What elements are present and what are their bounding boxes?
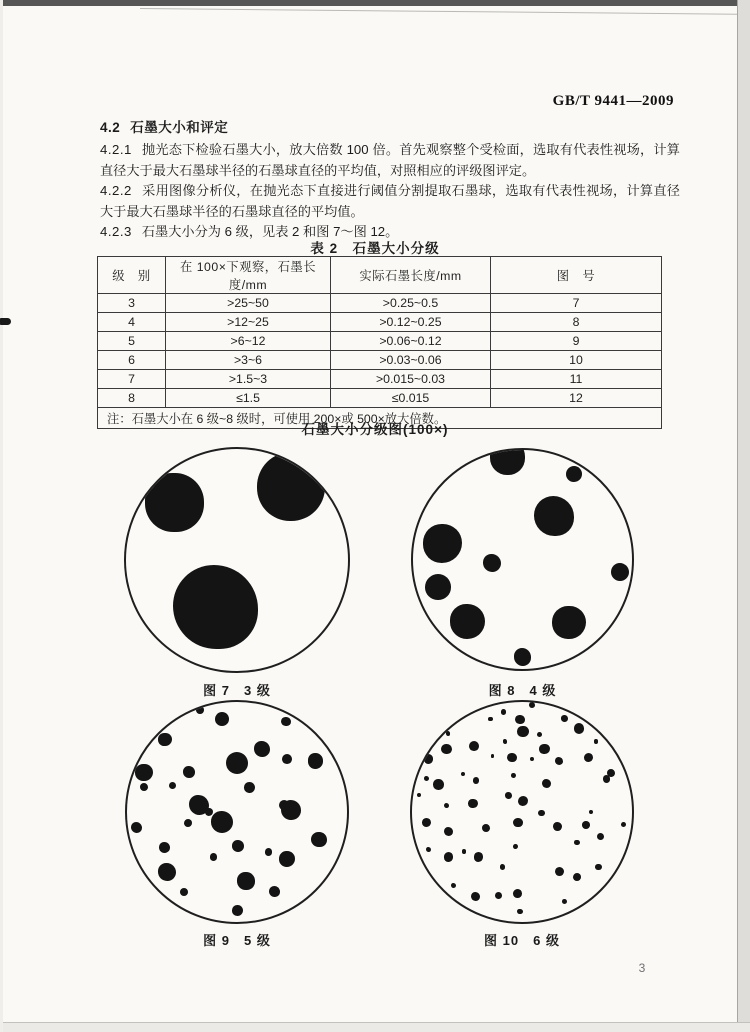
graphite-dot — [482, 824, 490, 832]
graphite-dot — [538, 810, 545, 817]
graphite-dot — [446, 731, 450, 735]
graphite-dot — [441, 744, 452, 755]
graphite-dot — [444, 827, 453, 836]
graphite-dot — [574, 840, 579, 845]
table-cell: >25~50 — [166, 294, 331, 313]
graphite-dot — [468, 799, 477, 808]
table-row — [98, 389, 662, 408]
graphite-dot — [513, 844, 518, 849]
column-header-actual-length: 实际石墨长度/mm — [331, 257, 491, 294]
table-cell: >0.25~0.5 — [331, 294, 491, 313]
graphite-dot — [232, 840, 244, 852]
paragraph-4-2-2 — [100, 181, 680, 222]
graphite-dot — [265, 848, 273, 856]
graphite-dot — [145, 473, 204, 532]
graphite-dot — [269, 886, 280, 897]
paragraph-number: 4.2.2 — [100, 183, 132, 198]
graphite-dot — [422, 818, 431, 827]
graphite-dot — [131, 822, 142, 833]
scan-left-mark — [0, 318, 11, 325]
table-note: 注：石墨大小在 6 级~8 级时，可使用 200×或 500×放大倍数。 — [98, 408, 662, 429]
graphite-dot — [566, 466, 582, 482]
paragraph-number: 4.2.1 — [100, 142, 132, 157]
paragraph-text: 抛光态下检验石墨大小，放大倍数 100 倍。首先观察整个受检面，选取有代表性视场，计算直径大于最大石墨球半径的石墨球直径的平均值，对照相应的评级图评定。 — [100, 142, 680, 178]
graphite-dot — [491, 754, 495, 758]
graphite-dot — [594, 739, 598, 743]
graphite-dot — [474, 852, 483, 861]
paragraph-text: 石墨大小分为 6 级，见表 2 和图 7～图 12。 — [141, 224, 399, 239]
figure-8-rating-circle — [411, 448, 634, 671]
graphite-dot — [226, 752, 248, 774]
figure-10-caption: 图 10 6 级 — [484, 933, 560, 948]
graphite-dot — [254, 741, 270, 757]
graphite-dot — [469, 741, 480, 752]
figure-9-caption: 图 9 5 级 — [203, 933, 271, 948]
graphite-dot — [530, 757, 534, 761]
graphite-dot — [308, 753, 324, 769]
graphite-dot — [483, 554, 501, 572]
graphite-dot — [597, 833, 604, 840]
table-cell: 7 — [491, 294, 662, 313]
figure-7-rating-circle — [124, 447, 350, 673]
graphite-dot — [135, 764, 153, 782]
graphite-dot — [573, 873, 581, 881]
graphite-dot — [281, 717, 291, 727]
graphite-dot — [529, 702, 536, 709]
table-cell: >12~25 — [166, 313, 331, 332]
table-title: 表 2 石墨大小分级 — [310, 241, 440, 256]
figure-9-rating-circle — [125, 700, 349, 924]
table-cell: >0.03~0.06 — [331, 351, 491, 370]
table-row — [98, 294, 662, 313]
graphite-dot — [158, 733, 172, 747]
scan-edge-top — [0, 0, 750, 6]
graphite-dot — [621, 822, 626, 827]
graphite-dot — [425, 574, 451, 600]
graphite-dot — [555, 867, 564, 876]
table-cell: 7 — [98, 370, 166, 389]
graphite-dot — [426, 847, 431, 852]
graphite-dot — [282, 754, 292, 764]
table-cell: >0.06~0.12 — [331, 332, 491, 351]
graphite-dot — [169, 782, 176, 789]
body-text-block — [100, 116, 680, 243]
graphite-dot — [140, 783, 148, 791]
scan-edge-right — [737, 0, 750, 1032]
graphite-dot — [542, 779, 551, 788]
paragraph-4-2-1 — [100, 140, 680, 181]
page-number: 3 — [638, 961, 646, 975]
graphite-dot — [210, 853, 218, 861]
graphite-dot — [471, 892, 480, 901]
scan-edge-left — [0, 0, 3, 1032]
graphite-dot — [589, 810, 593, 814]
graphite-size-table — [97, 256, 662, 429]
graphite-dot — [281, 800, 301, 820]
table-cell: >3~6 — [166, 351, 331, 370]
graphite-dot — [184, 819, 192, 827]
graphite-dot — [514, 648, 532, 666]
figure-8-caption: 图 8 4 级 — [488, 683, 557, 698]
graphite-dot — [196, 706, 204, 714]
graphite-dot — [500, 864, 505, 869]
graphite-dot — [417, 793, 421, 797]
graphite-dot — [582, 821, 590, 829]
section-title: 石墨大小和评定 — [130, 120, 229, 135]
section-number: 4.2 — [100, 120, 121, 135]
graphite-dot — [232, 905, 243, 916]
column-header-figure-no: 图 号 — [491, 257, 662, 294]
graphite-dot — [444, 803, 449, 808]
graphite-dot — [507, 753, 516, 762]
graphite-dot — [215, 712, 229, 726]
graphite-dot — [311, 832, 327, 848]
table-cell: 6 — [98, 351, 166, 370]
graphite-dot — [183, 766, 195, 778]
table-cell: >1.5~3 — [166, 370, 331, 389]
graphite-dot — [537, 732, 542, 737]
graphite-dot — [611, 563, 629, 581]
graphite-dot — [574, 723, 585, 734]
graphite-dot — [433, 779, 444, 790]
table-cell: >0.12~0.25 — [331, 313, 491, 332]
graphite-dot — [511, 773, 516, 778]
graphite-dot — [517, 726, 529, 738]
graphite-dot — [211, 811, 233, 833]
table-row — [98, 351, 662, 370]
graphite-dot — [450, 604, 485, 639]
graphite-dot — [490, 448, 525, 475]
graphite-dot — [603, 775, 611, 783]
table-cell: ≤1.5 — [166, 389, 331, 408]
section-heading — [100, 116, 680, 136]
graphite-dot — [517, 909, 522, 914]
table-cell: 9 — [491, 332, 662, 351]
table-header-row — [98, 257, 662, 294]
figure-7-caption: 图 7 3 级 — [203, 683, 271, 698]
graphite-dot — [205, 808, 213, 816]
graphite-dot — [424, 776, 429, 781]
graphite-dot — [515, 715, 525, 725]
graphite-dot — [424, 754, 433, 763]
graphite-dot — [505, 792, 512, 799]
table-cell: ≤0.015 — [331, 389, 491, 408]
graphite-dot — [158, 863, 176, 881]
table-cell: 4 — [98, 313, 166, 332]
graphite-dot — [257, 452, 326, 521]
table-cell: 5 — [98, 332, 166, 351]
graphite-dot — [513, 818, 522, 827]
graphite-dot — [562, 899, 567, 904]
graphite-dot — [473, 777, 480, 784]
graphite-dot — [501, 709, 506, 714]
graphite-dot — [279, 851, 295, 867]
column-header-grade: 级 别 — [98, 257, 166, 294]
document-header-standard-number: GB/T 9441—2009 — [552, 93, 674, 109]
graphite-dot — [552, 606, 586, 640]
table-row — [98, 370, 662, 389]
scan-edge-bottom — [0, 1022, 750, 1032]
table-cell: >0.015~0.03 — [331, 370, 491, 389]
graphite-dot — [159, 842, 170, 853]
column-header-observed-length: 在 100×下观察，石墨长度/mm — [166, 257, 331, 294]
table-cell: 8 — [98, 389, 166, 408]
graphite-dot — [180, 888, 188, 896]
graphite-dot — [461, 772, 465, 776]
graphite-dot — [561, 715, 568, 722]
table-row — [98, 313, 662, 332]
graphite-dot — [173, 565, 257, 649]
table-cell: 3 — [98, 294, 166, 313]
table-cell: 8 — [491, 313, 662, 332]
graphite-dot — [488, 717, 492, 721]
graphite-dot — [495, 892, 502, 899]
graphite-dot — [595, 864, 602, 871]
scan-edge-top-line — [140, 8, 750, 15]
graphite-dot — [503, 739, 507, 743]
graphite-dot — [518, 796, 529, 807]
table-cell: 11 — [491, 370, 662, 389]
table-cell: 10 — [491, 351, 662, 370]
table-row — [98, 332, 662, 351]
figure-10-rating-circle — [410, 700, 634, 924]
graphite-dot — [584, 753, 593, 762]
graphite-dot — [451, 883, 456, 888]
table-cell: 12 — [491, 389, 662, 408]
graphite-dot — [444, 852, 453, 861]
graphite-dot — [539, 744, 550, 755]
graphite-dot — [534, 496, 573, 535]
graphite-dot — [555, 757, 563, 765]
figures-section-title: 石墨大小分级图(100×) — [301, 422, 449, 437]
graphite-dot — [462, 849, 466, 853]
graphite-dot — [244, 782, 255, 793]
graphite-dot — [553, 822, 562, 831]
graphite-dot — [423, 524, 462, 563]
graphite-dot — [513, 889, 522, 898]
paragraph-number: 4.2.3 — [100, 224, 132, 239]
graphite-dot — [237, 872, 255, 890]
table-cell: >6~12 — [166, 332, 331, 351]
paragraph-text: 采用图像分析仪，在抛光态下直接进行阈值分割提取石墨球，选取有代表性视场，计算直径大于最大石墨球半径的石墨球直径的平均值。 — [100, 183, 680, 219]
